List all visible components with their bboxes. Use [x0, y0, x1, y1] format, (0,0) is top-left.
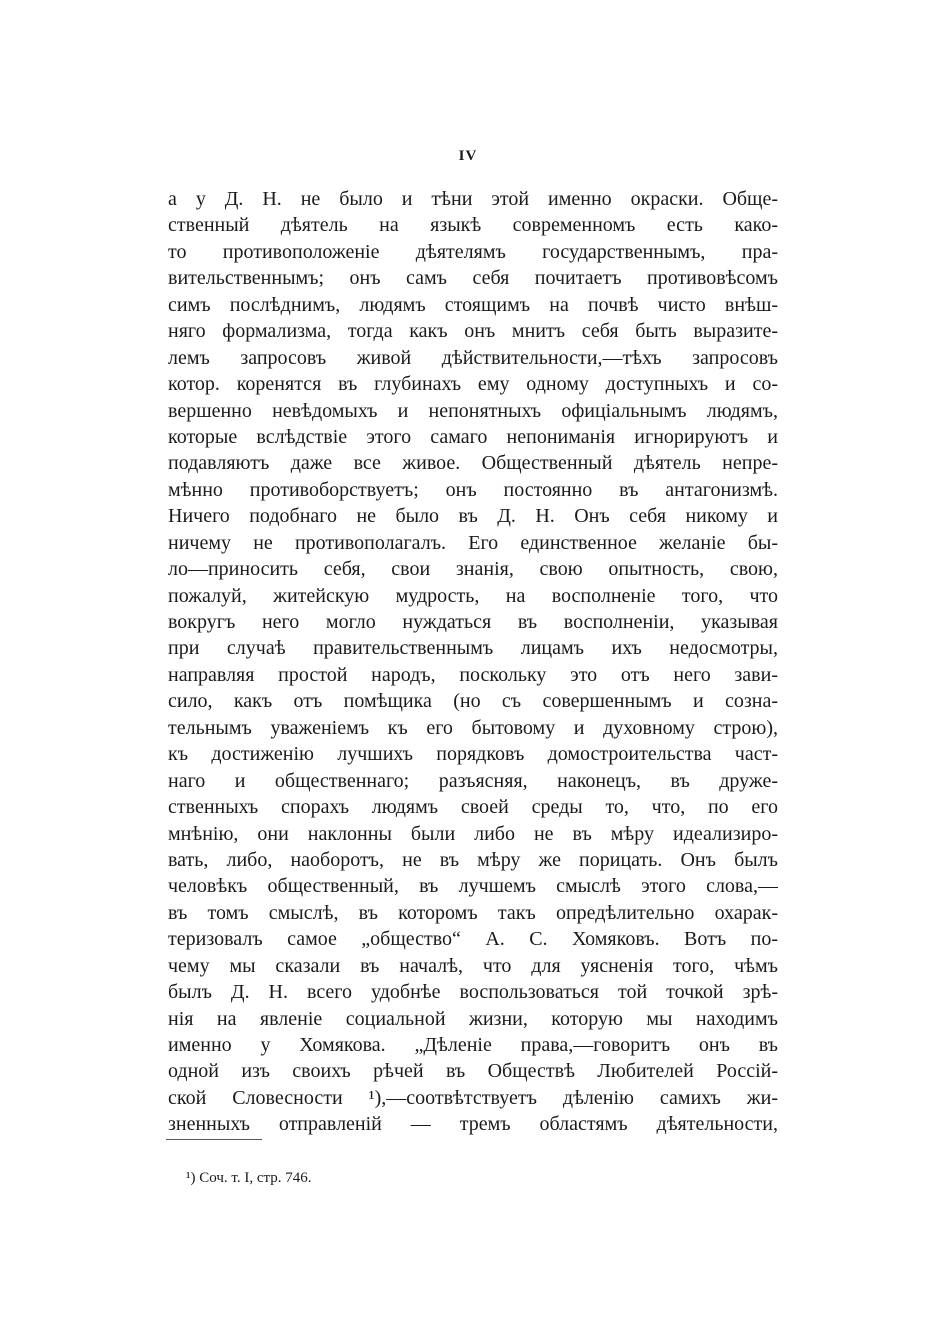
- text-line: ской Словесности ¹),—соотвѣтствуетъ дѣленію самихъ жи-: [168, 1086, 778, 1109]
- text-line: лемъ запросовъ живой дѣйствительности,—тѣхъ запросовъ: [168, 346, 778, 369]
- footnote-text: Соч. т. I, стр. 746.: [199, 1170, 312, 1186]
- text-line: котор. коренятся въ глубинахъ ему одному доступныхъ и со-: [168, 373, 778, 396]
- text-line: человѣкъ общественный, въ лучшемъ смыслѣ этого слова,—: [168, 875, 778, 898]
- text-line: ственный дѣятель на языкѣ современномъ есть како-: [168, 214, 778, 237]
- text-line: ничему не противополагалъ. Его единственное желаніе бы-: [168, 531, 778, 554]
- text-line: Ничего подобнаго не было въ Д. Н. Онъ себя никому и: [168, 505, 778, 528]
- page-number: IV: [458, 148, 478, 164]
- text-line: въ томъ смыслѣ, въ которомъ такъ опредѣлительно охарак-: [168, 901, 778, 924]
- text-line: вительственнымъ; онъ самъ себя почитаетъ противовѣсомъ: [168, 267, 778, 290]
- text-line: подавляютъ даже все живое. Общественный дѣятель непре-: [168, 452, 778, 475]
- footnote-divider: [166, 1139, 262, 1140]
- text-line: наго и общественнаго; разъясняя, наконецъ, въ друже-: [168, 769, 778, 792]
- text-line: а у Д. Н. не было и тѣни этой именно окраски. Обще-: [168, 188, 778, 210]
- text-line: направляя простой народъ, поскольку это отъ него зави-: [168, 663, 778, 686]
- text-line: то противоположеніе дѣятелямъ государственнымъ, пра-: [168, 240, 778, 263]
- text-line: сило, какъ отъ помѣщика (но съ совершеннымъ и созна-: [168, 690, 778, 713]
- text-line: которые вслѣдствіе этого самаго непониманія игнорируютъ и: [168, 425, 778, 448]
- text-line: теризовалъ самое „общество“ А. С. Хомяковъ. Вотъ по-: [168, 928, 778, 951]
- text-line: пожалуй, житейскую мудрость, на восполненіе того, что: [168, 584, 778, 607]
- text-line: мѣнно противоборствуетъ; онъ постоянно въ антагонизмѣ.: [168, 478, 778, 501]
- text-line: зненныхъ отправленій — тремъ областямъ дѣятельности,: [168, 1113, 778, 1136]
- text-line: симъ послѣднимъ, людямъ стоящимъ на почвѣ чисто внѣш-: [168, 293, 778, 316]
- text-line: одной изъ своихъ рѣчей въ Обществѣ Любителей Россій-: [168, 1060, 778, 1083]
- text-line: вершенно невѣдомыхъ и непонятныхъ офиціальнымъ людямъ,: [168, 399, 778, 422]
- text-line: вать, либо, наоборотъ, не въ мѣру же порицать. Онъ былъ: [168, 848, 778, 871]
- text-line: къ достиженію лучшихъ порядковъ домостроительства част-: [168, 743, 778, 766]
- text-line: ственныхъ спорахъ людямъ своей среды то, что, по его: [168, 796, 778, 819]
- text-line: мнѣнію, они наклонны были либо не въ мѣру идеализиро-: [168, 822, 778, 845]
- footnote-marker: ¹): [186, 1170, 196, 1186]
- text-line: нія на явленіе социальной жизни, которую мы находимъ: [168, 1007, 778, 1030]
- text-line: былъ Д. Н. всего удобнѣе воспользоваться той точкой зрѣ-: [168, 981, 778, 1004]
- text-line: вокругъ него могло нуждаться въ восполненіи, указывая: [168, 611, 778, 633]
- footnote: [186, 1168, 311, 1188]
- text-line: при случаѣ правительственнымъ лицамъ ихъ недосмотры,: [168, 637, 778, 660]
- text-line: чему мы сказали въ началѣ, что для уясненія того, чѣмъ: [168, 954, 778, 977]
- text-line: именно у Хомякова. „Дѣленіе права,—говоритъ онъ въ: [168, 1034, 778, 1056]
- text-line: тельнымъ уваженіемъ къ его бытовому и духовному строю),: [168, 716, 778, 739]
- body-text: [168, 186, 778, 1138]
- text-line: няго формализма, тогда какъ онъ мнитъ себя быть выразите-: [168, 320, 778, 343]
- text-line: ло—приносить себя, свои знанія, свою опытность, свою,: [168, 558, 778, 581]
